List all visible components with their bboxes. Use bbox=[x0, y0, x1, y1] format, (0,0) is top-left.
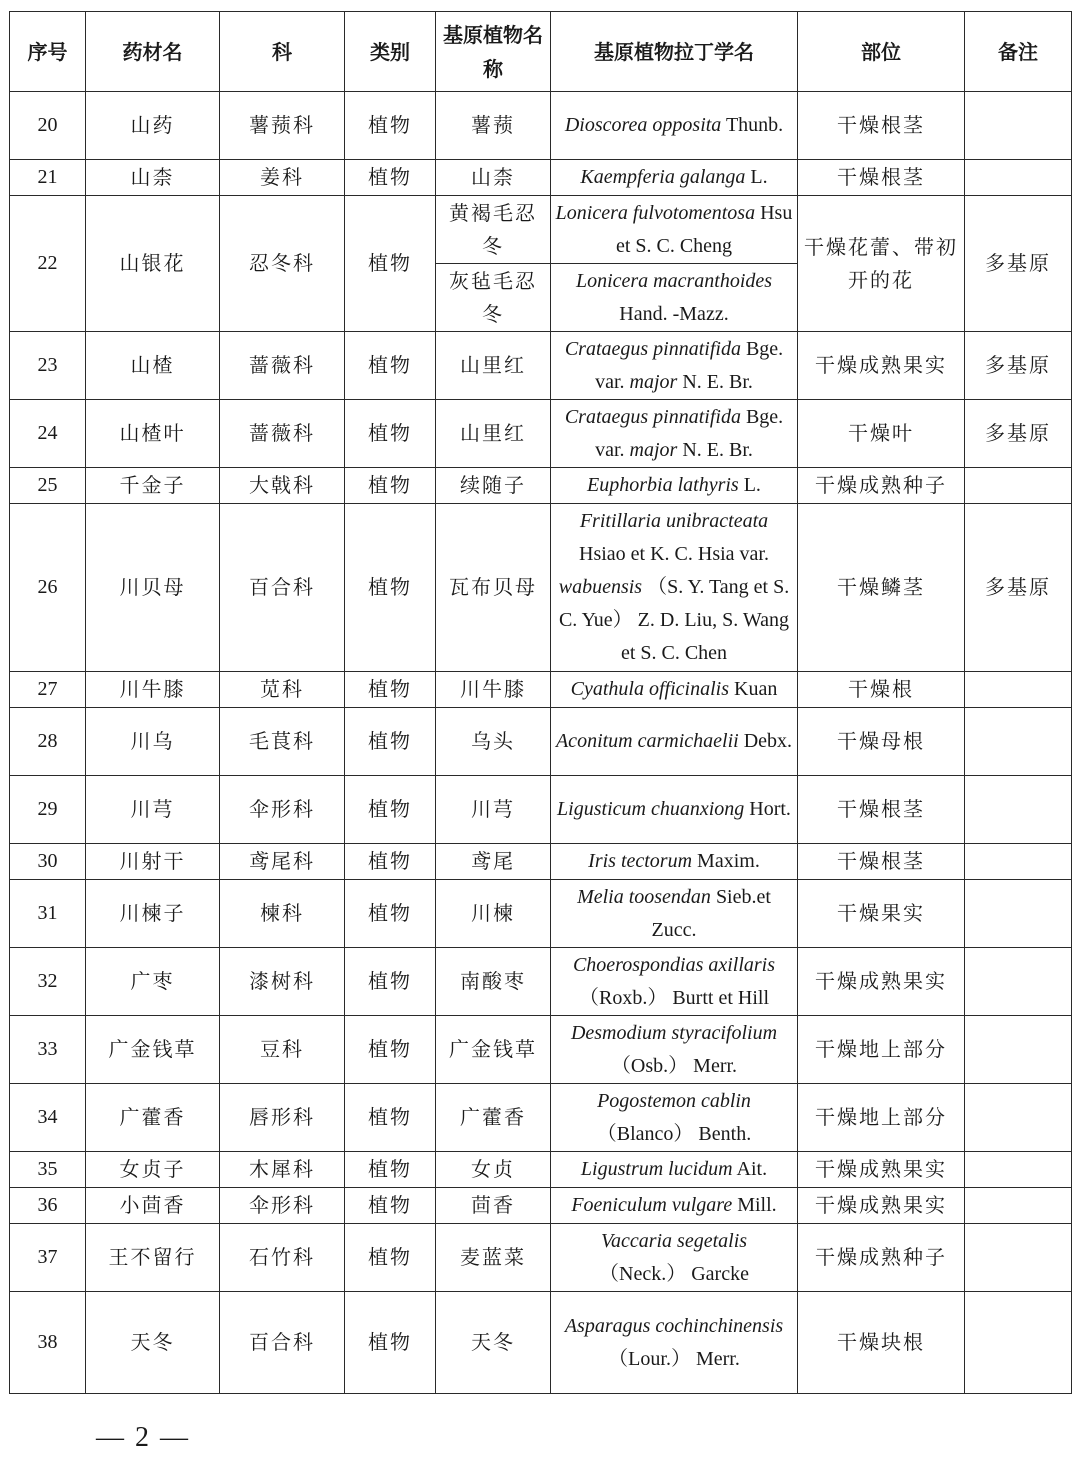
header-no: 序号 bbox=[10, 12, 86, 92]
cell-part: 干燥地上部分 bbox=[798, 1016, 965, 1084]
table-row bbox=[10, 1292, 1072, 1394]
cell-category: 植物 bbox=[345, 880, 436, 948]
cell-latin-name bbox=[551, 1292, 798, 1394]
table-row bbox=[10, 92, 1072, 160]
cell-part: 干燥根 bbox=[798, 672, 965, 708]
latin-text: Ait. bbox=[732, 1158, 768, 1180]
cell-family: 伞形科 bbox=[220, 1188, 345, 1224]
cell-part: 干燥果实 bbox=[798, 880, 965, 948]
latin-italic: major bbox=[629, 438, 678, 461]
cell-herb-name: 广藿香 bbox=[86, 1084, 220, 1152]
cell-latin-name bbox=[551, 672, 798, 708]
latin-italic: Euphorbia lathyris bbox=[587, 474, 739, 496]
header-family: 科 bbox=[220, 12, 345, 92]
table-row bbox=[10, 1084, 1072, 1152]
table-row bbox=[10, 504, 1072, 672]
table-row bbox=[10, 468, 1072, 504]
cell-latin-name bbox=[551, 708, 798, 776]
cell-category: 植物 bbox=[345, 1224, 436, 1292]
cell-plant-name: 鸢尾 bbox=[436, 844, 551, 880]
cell-herb-name: 千金子 bbox=[86, 468, 220, 504]
latin-text: （Neck.） Garcke bbox=[599, 1262, 749, 1285]
cell-latin-name bbox=[551, 844, 798, 880]
cell-family: 木犀科 bbox=[220, 1152, 345, 1188]
cell-family: 薯蓣科 bbox=[220, 92, 345, 160]
cell-family: 忍冬科 bbox=[220, 196, 345, 332]
cell-herb-name: 川楝子 bbox=[86, 880, 220, 948]
cell-category: 植物 bbox=[345, 1188, 436, 1224]
cell-herb-name: 广金钱草 bbox=[86, 1016, 220, 1084]
cell-no: 36 bbox=[10, 1188, 86, 1224]
cell-latin-name bbox=[551, 468, 798, 504]
cell-category: 植物 bbox=[345, 400, 436, 468]
cell-note bbox=[965, 776, 1072, 844]
cell-family: 豆科 bbox=[220, 1016, 345, 1084]
cell-latin-name bbox=[551, 332, 798, 400]
cell-plant-name: 天冬 bbox=[436, 1292, 551, 1394]
latin-text: Thunb. bbox=[721, 114, 784, 136]
cell-note bbox=[965, 468, 1072, 504]
cell-category: 植物 bbox=[345, 1292, 436, 1394]
latin-text: Maxim. bbox=[692, 850, 760, 872]
latin-text: Kuan bbox=[729, 678, 778, 700]
latin-text: L. bbox=[738, 474, 761, 496]
cell-latin-name bbox=[551, 948, 798, 1016]
cell-family: 蔷薇科 bbox=[220, 400, 345, 468]
cell-part: 干燥成熟果实 bbox=[798, 948, 965, 1016]
table-row bbox=[10, 196, 1072, 264]
cell-note bbox=[965, 1016, 1072, 1084]
latin-text: （Blanco） Benth. bbox=[596, 1122, 752, 1145]
cell-note: 多基原 bbox=[965, 504, 1072, 672]
header-note: 备注 bbox=[965, 12, 1072, 92]
cell-note: 多基原 bbox=[965, 332, 1072, 400]
cell-plant-name: 黄褐毛忍冬 bbox=[436, 196, 551, 264]
table-row bbox=[10, 1224, 1072, 1292]
cell-plant-name: 麦蓝菜 bbox=[436, 1224, 551, 1292]
cell-no: 28 bbox=[10, 708, 86, 776]
cell-category: 植物 bbox=[345, 196, 436, 332]
latin-italic: Melia toosendan bbox=[577, 885, 711, 908]
cell-plant-name: 薯蓣 bbox=[436, 92, 551, 160]
latin-text: Hsu et S. C. Cheng bbox=[615, 201, 793, 257]
cell-note bbox=[965, 844, 1072, 880]
cell-family: 百合科 bbox=[220, 1292, 345, 1394]
cell-family: 姜科 bbox=[220, 160, 345, 196]
cell-part: 干燥地上部分 bbox=[798, 1084, 965, 1152]
cell-family: 楝科 bbox=[220, 880, 345, 948]
cell-family: 大戟科 bbox=[220, 468, 345, 504]
cell-no: 38 bbox=[10, 1292, 86, 1394]
cell-category: 植物 bbox=[345, 468, 436, 504]
cell-part: 干燥成熟果实 bbox=[798, 1188, 965, 1224]
cell-no: 25 bbox=[10, 468, 86, 504]
cell-plant-name: 山里红 bbox=[436, 400, 551, 468]
header-part: 部位 bbox=[798, 12, 965, 92]
cell-family: 毛茛科 bbox=[220, 708, 345, 776]
cell-note bbox=[965, 1188, 1072, 1224]
latin-text: （Lour.） Merr. bbox=[608, 1347, 740, 1370]
cell-plant-name: 川芎 bbox=[436, 776, 551, 844]
cell-latin-name bbox=[551, 1152, 798, 1188]
cell-family: 石竹科 bbox=[220, 1224, 345, 1292]
latin-italic: Crataegus pinnatifida bbox=[564, 405, 741, 428]
header-category: 类别 bbox=[345, 12, 436, 92]
cell-latin-name bbox=[551, 1188, 798, 1224]
cell-herb-name: 女贞子 bbox=[86, 1152, 220, 1188]
table-row bbox=[10, 400, 1072, 468]
cell-part: 干燥根茎 bbox=[798, 776, 965, 844]
cell-latin-name bbox=[551, 1016, 798, 1084]
latin-italic: Cyathula officinalis bbox=[570, 678, 729, 700]
cell-part: 干燥花蕾、带初开的花 bbox=[798, 196, 965, 332]
table-row bbox=[10, 160, 1072, 196]
latin-text: N. E. Br. bbox=[677, 370, 753, 393]
table-row bbox=[10, 1152, 1072, 1188]
cell-no: 27 bbox=[10, 672, 86, 708]
cell-plant-name: 续随子 bbox=[436, 468, 551, 504]
cell-plant-name: 南酸枣 bbox=[436, 948, 551, 1016]
cell-latin-name bbox=[551, 196, 798, 264]
cell-latin-name bbox=[551, 160, 798, 196]
cell-plant-name: 川楝 bbox=[436, 880, 551, 948]
cell-herb-name: 川牛膝 bbox=[86, 672, 220, 708]
cell-no: 35 bbox=[10, 1152, 86, 1188]
page-number: — 2 — bbox=[96, 1422, 190, 1453]
cell-herb-name: 山楂 bbox=[86, 332, 220, 400]
latin-text: （S. Y. Tang et S. C. Yue） Z. D. Liu, S. Wang et S. C. Chen bbox=[558, 576, 790, 664]
cell-part: 干燥根茎 bbox=[798, 92, 965, 160]
cell-plant-name: 广金钱草 bbox=[436, 1016, 551, 1084]
cell-family: 蔷薇科 bbox=[220, 332, 345, 400]
latin-italic: Foeniculum vulgare bbox=[571, 1194, 733, 1216]
header-name: 药材名 bbox=[86, 12, 220, 92]
cell-no: 22 bbox=[10, 196, 86, 332]
cell-category: 植物 bbox=[345, 1152, 436, 1188]
cell-category: 植物 bbox=[345, 1016, 436, 1084]
latin-italic: Vaccaria segetalis bbox=[600, 1229, 748, 1252]
cell-no: 31 bbox=[10, 880, 86, 948]
cell-category: 植物 bbox=[345, 672, 436, 708]
cell-latin-name bbox=[551, 776, 798, 844]
cell-note bbox=[965, 160, 1072, 196]
latin-italic: Fritillaria unibracteata bbox=[579, 510, 769, 532]
header-plant: 基原植物名称 bbox=[436, 12, 551, 92]
latin-text: Mill. bbox=[732, 1194, 777, 1216]
table-row bbox=[10, 332, 1072, 400]
cell-note bbox=[965, 1224, 1072, 1292]
cell-latin-name bbox=[551, 264, 798, 332]
latin-italic: Lonicera fulvotomentosa bbox=[555, 201, 756, 224]
cell-herb-name: 广枣 bbox=[86, 948, 220, 1016]
table-row bbox=[10, 1188, 1072, 1224]
table-row bbox=[10, 948, 1072, 1016]
latin-text: Sieb.et Zucc. bbox=[651, 885, 771, 941]
cell-no: 32 bbox=[10, 948, 86, 1016]
cell-no: 20 bbox=[10, 92, 86, 160]
cell-family: 百合科 bbox=[220, 504, 345, 672]
cell-category: 植物 bbox=[345, 1084, 436, 1152]
cell-note bbox=[965, 880, 1072, 948]
cell-part: 干燥根茎 bbox=[798, 844, 965, 880]
cell-no: 30 bbox=[10, 844, 86, 880]
cell-note: 多基原 bbox=[965, 400, 1072, 468]
cell-herb-name: 山银花 bbox=[86, 196, 220, 332]
latin-text: Bge. var. bbox=[595, 405, 784, 461]
cell-part: 干燥根茎 bbox=[798, 160, 965, 196]
cell-latin-name bbox=[551, 1084, 798, 1152]
cell-plant-name: 乌头 bbox=[436, 708, 551, 776]
cell-plant-name: 川牛膝 bbox=[436, 672, 551, 708]
table-row bbox=[10, 708, 1072, 776]
cell-part: 干燥鳞茎 bbox=[798, 504, 965, 672]
latin-text: Debx. bbox=[738, 730, 793, 752]
cell-note bbox=[965, 92, 1072, 160]
cell-plant-name: 广藿香 bbox=[436, 1084, 551, 1152]
cell-part: 干燥成熟种子 bbox=[798, 468, 965, 504]
latin-text: Bge. var. bbox=[595, 337, 784, 393]
table-body bbox=[10, 92, 1072, 1394]
cell-category: 植物 bbox=[345, 948, 436, 1016]
cell-category: 植物 bbox=[345, 708, 436, 776]
cell-latin-name bbox=[551, 504, 798, 672]
cell-category: 植物 bbox=[345, 844, 436, 880]
cell-plant-name: 女贞 bbox=[436, 1152, 551, 1188]
cell-no: 24 bbox=[10, 400, 86, 468]
cell-latin-name bbox=[551, 92, 798, 160]
latin-italic: Dioscorea opposita bbox=[564, 114, 722, 136]
latin-italic: major bbox=[629, 370, 678, 393]
cell-no: 37 bbox=[10, 1224, 86, 1292]
latin-italic: Lonicera macranthoides bbox=[575, 269, 773, 292]
cell-category: 植物 bbox=[345, 160, 436, 196]
table-row bbox=[10, 776, 1072, 844]
cell-herb-name: 山柰 bbox=[86, 160, 220, 196]
cell-part: 干燥成熟果实 bbox=[798, 1152, 965, 1188]
cell-plant-name: 瓦布贝母 bbox=[436, 504, 551, 672]
cell-herb-name: 川乌 bbox=[86, 708, 220, 776]
cell-note bbox=[965, 708, 1072, 776]
cell-herb-name: 川射干 bbox=[86, 844, 220, 880]
table-row bbox=[10, 672, 1072, 708]
cell-latin-name bbox=[551, 1224, 798, 1292]
latin-text: Hsiao et K. C. Hsia var. bbox=[579, 543, 769, 565]
cell-note bbox=[965, 672, 1072, 708]
cell-herb-name: 山药 bbox=[86, 92, 220, 160]
cell-note bbox=[965, 1152, 1072, 1188]
latin-italic: Crataegus pinnatifida bbox=[564, 337, 741, 360]
cell-part: 干燥叶 bbox=[798, 400, 965, 468]
cell-family: 唇形科 bbox=[220, 1084, 345, 1152]
latin-text: N. E. Br. bbox=[677, 438, 753, 461]
cell-plant-name: 山柰 bbox=[436, 160, 551, 196]
cell-note bbox=[965, 948, 1072, 1016]
cell-part: 干燥成熟果实 bbox=[798, 332, 965, 400]
latin-italic: wabuensis bbox=[558, 576, 643, 598]
cell-plant-name: 茴香 bbox=[436, 1188, 551, 1224]
latin-italic: Ligustrum lucidum bbox=[580, 1158, 733, 1180]
latin-italic: Aconitum carmichaelii bbox=[555, 730, 739, 752]
cell-plant-name: 山里红 bbox=[436, 332, 551, 400]
latin-italic: Choerospondias axillaris bbox=[572, 953, 776, 976]
cell-family: 漆树科 bbox=[220, 948, 345, 1016]
latin-text: L. bbox=[745, 166, 768, 188]
table-row bbox=[10, 1016, 1072, 1084]
cell-family: 伞形科 bbox=[220, 776, 345, 844]
cell-no: 33 bbox=[10, 1016, 86, 1084]
cell-plant-name: 灰毡毛忍冬 bbox=[436, 264, 551, 332]
cell-latin-name bbox=[551, 880, 798, 948]
cell-herb-name: 天冬 bbox=[86, 1292, 220, 1394]
cell-herb-name: 川芎 bbox=[86, 776, 220, 844]
header-latin: 基原植物拉丁学名 bbox=[551, 12, 798, 92]
latin-text: （Roxb.） Burtt et Hill bbox=[579, 986, 769, 1009]
cell-category: 植物 bbox=[345, 504, 436, 672]
cell-family: 鸢尾科 bbox=[220, 844, 345, 880]
table-row bbox=[10, 880, 1072, 948]
cell-latin-name bbox=[551, 400, 798, 468]
latin-italic: Asparagus cochinchinensis bbox=[564, 1314, 784, 1337]
cell-note: 多基原 bbox=[965, 196, 1072, 332]
cell-no: 29 bbox=[10, 776, 86, 844]
cell-family: 苋科 bbox=[220, 672, 345, 708]
cell-part: 干燥母根 bbox=[798, 708, 965, 776]
table-row bbox=[10, 844, 1072, 880]
latin-italic: Desmodium styracifolium bbox=[570, 1021, 778, 1044]
cell-herb-name: 山楂叶 bbox=[86, 400, 220, 468]
latin-italic: Kaempferia galanga bbox=[580, 166, 746, 188]
herb-table bbox=[9, 11, 1072, 1394]
latin-italic: Iris tectorum bbox=[588, 850, 693, 872]
cell-part: 干燥成熟种子 bbox=[798, 1224, 965, 1292]
cell-herb-name: 王不留行 bbox=[86, 1224, 220, 1292]
cell-note bbox=[965, 1084, 1072, 1152]
cell-no: 34 bbox=[10, 1084, 86, 1152]
cell-category: 植物 bbox=[345, 92, 436, 160]
cell-herb-name: 小茴香 bbox=[86, 1188, 220, 1224]
cell-herb-name: 川贝母 bbox=[86, 504, 220, 672]
cell-note bbox=[965, 1292, 1072, 1394]
latin-italic: Ligusticum chuanxiong bbox=[557, 798, 745, 820]
cell-no: 26 bbox=[10, 504, 86, 672]
cell-category: 植物 bbox=[345, 776, 436, 844]
header-row bbox=[10, 12, 1072, 92]
cell-category: 植物 bbox=[345, 332, 436, 400]
cell-no: 23 bbox=[10, 332, 86, 400]
latin-text: Hand. -Mazz. bbox=[619, 302, 729, 325]
latin-text: Hort. bbox=[744, 798, 791, 820]
latin-italic: Pogostemon cablin bbox=[597, 1089, 751, 1112]
cell-no: 21 bbox=[10, 160, 86, 196]
cell-part: 干燥块根 bbox=[798, 1292, 965, 1394]
latin-text: （Osb.） Merr. bbox=[610, 1054, 738, 1077]
